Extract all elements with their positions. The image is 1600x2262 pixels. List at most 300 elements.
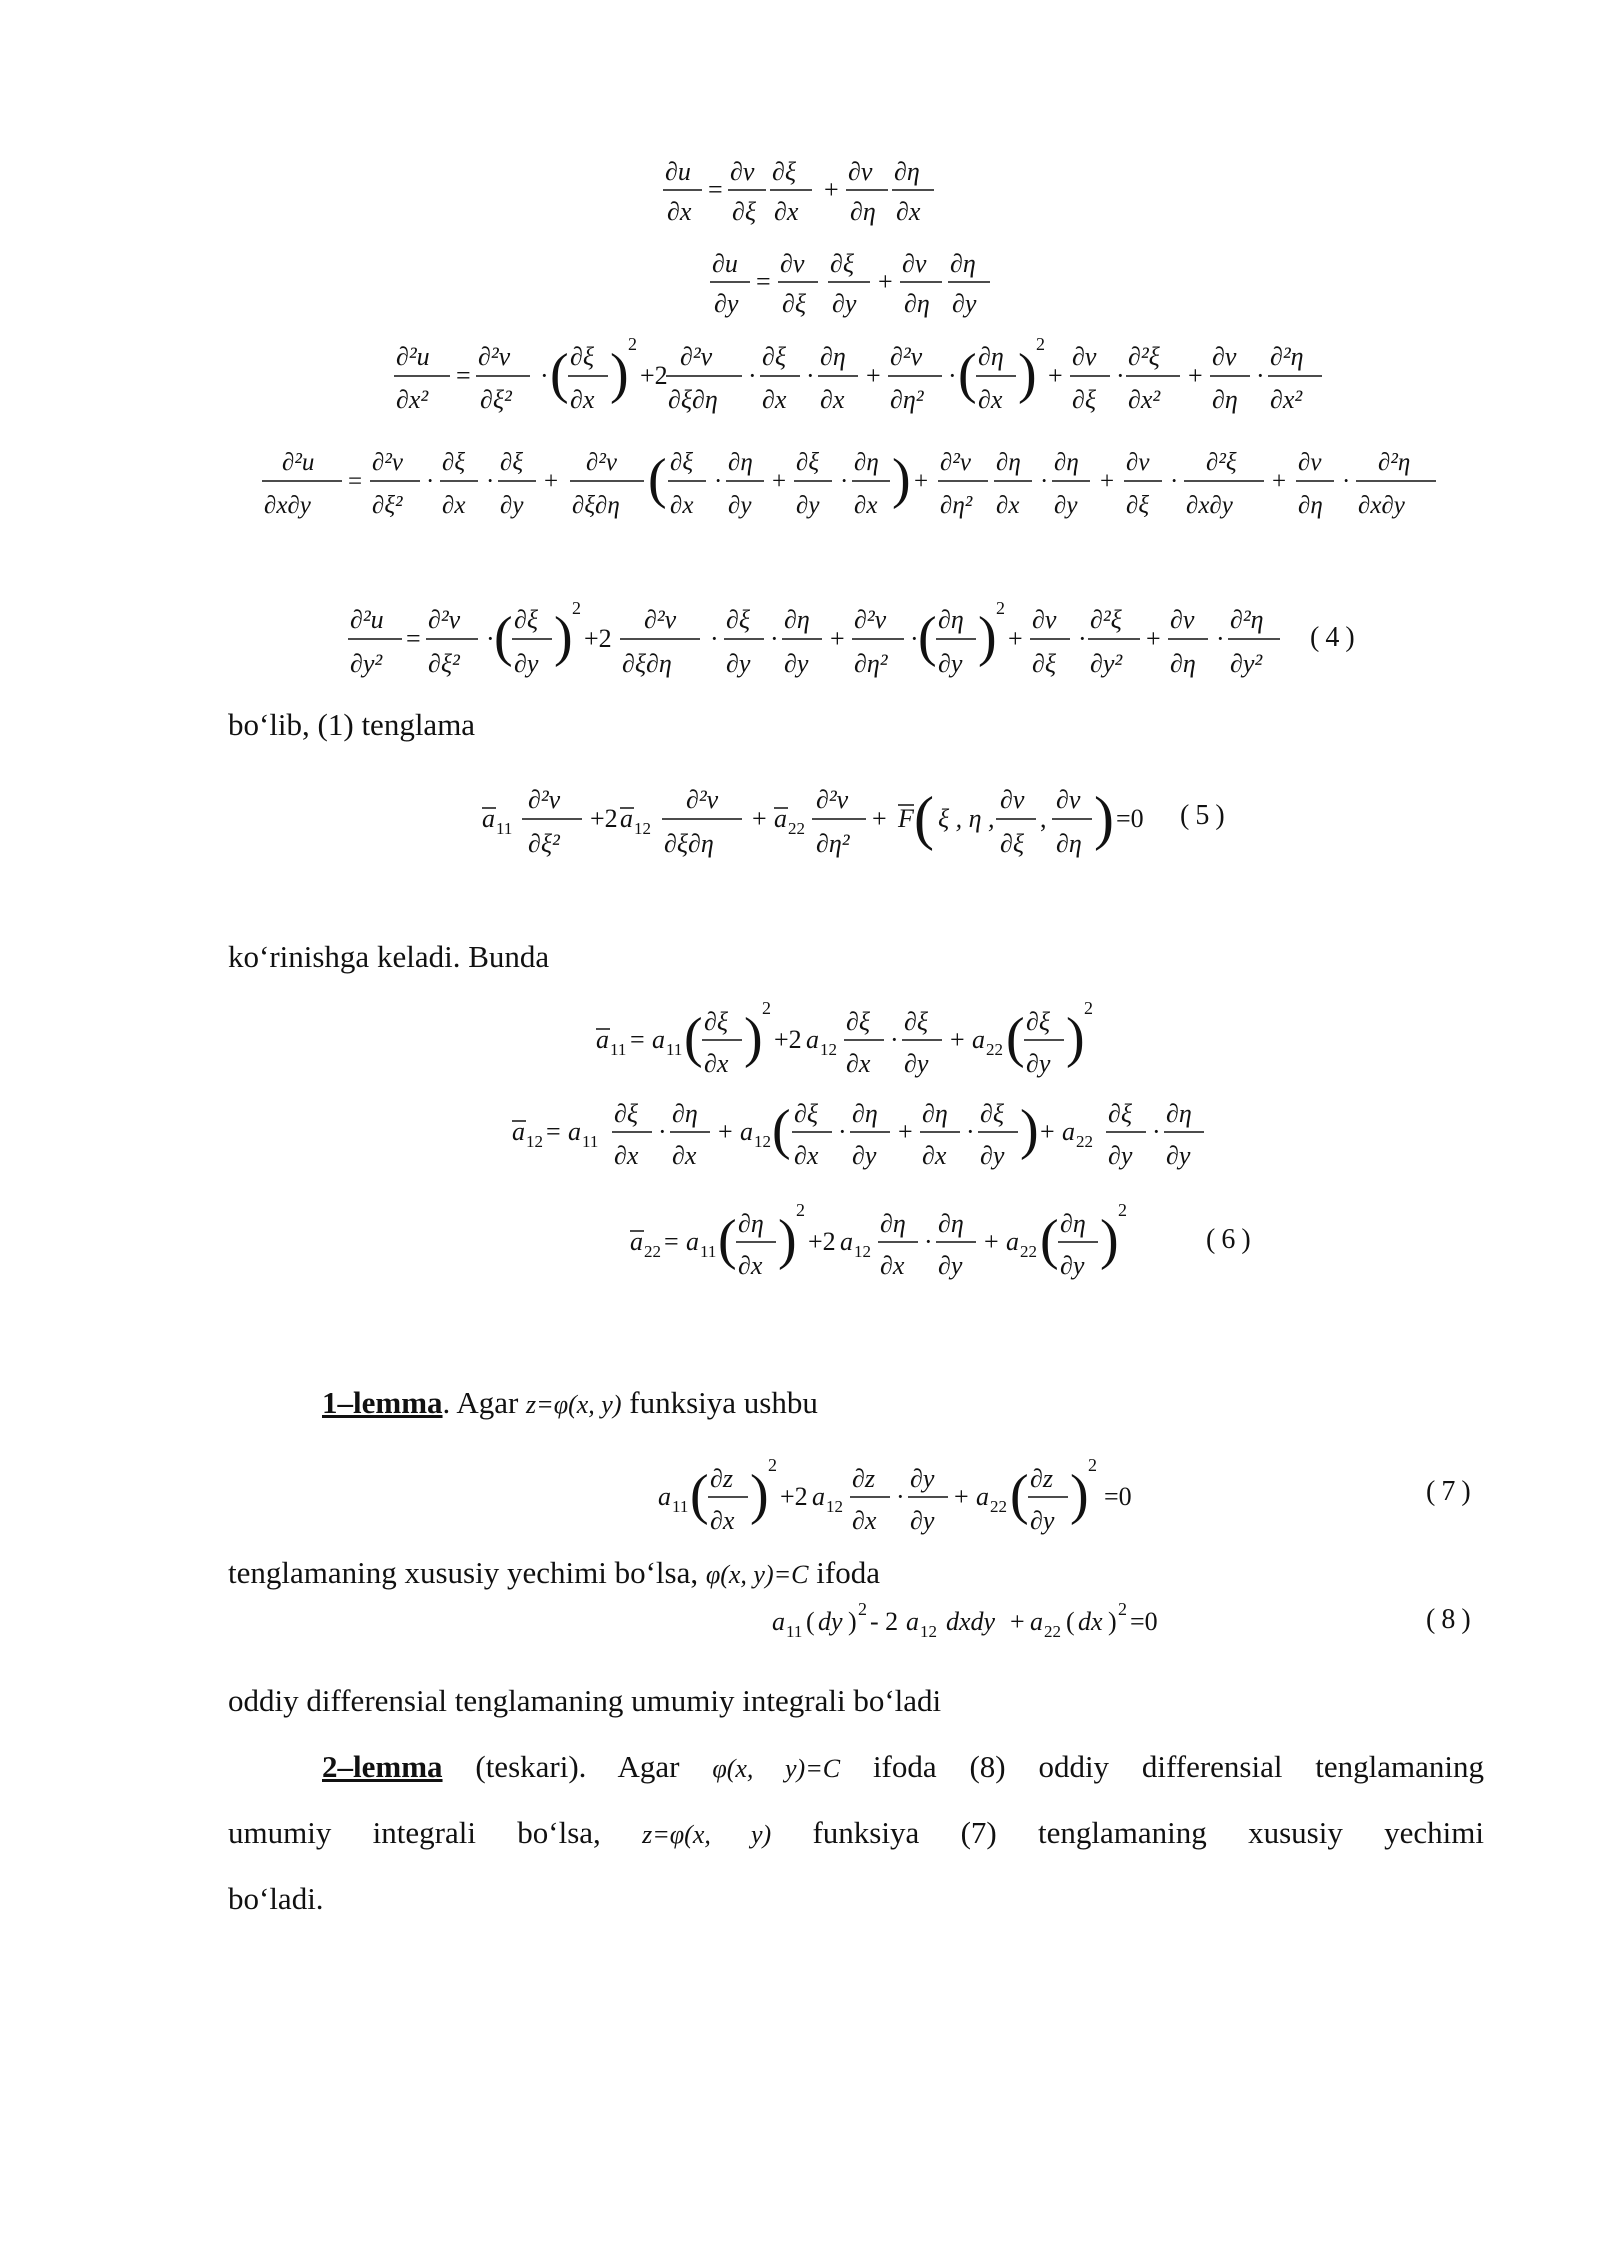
svg-text:∂η: ∂η [1170, 649, 1196, 678]
svg-text:12: 12 [920, 1622, 937, 1641]
svg-text:+: + [718, 1117, 733, 1146]
svg-text:+2: +2 [808, 1227, 836, 1256]
svg-text:∂ξ∂η: ∂ξ∂η [572, 492, 620, 519]
inline-formula: φ(x, y)=C [712, 1754, 841, 1783]
svg-text:∂y: ∂y [1026, 1049, 1051, 1078]
svg-text:∂η: ∂η [894, 157, 920, 186]
svg-text:∂η: ∂η [784, 605, 810, 634]
svg-text:F: F [898, 804, 914, 833]
svg-text:∂x: ∂x [922, 1141, 947, 1170]
svg-text:(: ( [684, 1007, 703, 1069]
svg-text:∂ξ: ∂ξ [772, 157, 796, 186]
svg-text:∂x∂y: ∂x∂y [1186, 492, 1233, 519]
svg-text:∂η: ∂η [820, 342, 846, 371]
svg-text:- 2: - 2 [870, 1607, 899, 1636]
inline-formula: z=φ(x, y) [526, 1390, 622, 1419]
svg-text:a: a [652, 1025, 665, 1054]
svg-text:∂v: ∂v [1298, 449, 1322, 476]
svg-text:∂v: ∂v [780, 249, 805, 278]
svg-text:∂η: ∂η [672, 1099, 698, 1128]
svg-text:∂y: ∂y [728, 492, 752, 519]
svg-text:a: a [840, 1227, 853, 1256]
svg-text:∂x: ∂x [672, 1141, 697, 1170]
svg-text:·: · [910, 624, 919, 653]
svg-text:): ) [554, 606, 573, 668]
svg-text:a: a [512, 1117, 525, 1146]
svg-text:·: · [1342, 468, 1351, 495]
svg-text:2: 2 [1088, 1455, 1097, 1475]
svg-text:22: 22 [644, 1242, 661, 1261]
svg-text:∂y: ∂y [832, 289, 857, 318]
svg-text:+: + [878, 267, 893, 296]
svg-text:∂²v: ∂²v [528, 785, 561, 814]
svg-text:dx: dx [1078, 1607, 1103, 1636]
svg-text:∂η: ∂η [950, 249, 976, 278]
svg-text:∂x∂y: ∂x∂y [264, 492, 311, 519]
svg-text:22: 22 [788, 819, 805, 838]
svg-text:dy: dy [818, 1607, 843, 1636]
svg-text:2: 2 [628, 334, 637, 354]
svg-text:2: 2 [996, 598, 1005, 618]
svg-text:): ) [1070, 1464, 1089, 1526]
equation-number-6: (6) [1206, 1224, 1257, 1255]
svg-text:·: · [1152, 1117, 1161, 1146]
svg-text:+2: +2 [584, 624, 612, 653]
svg-text:(: ( [1010, 1464, 1029, 1526]
svg-text:+: + [872, 804, 887, 833]
svg-text:∂x: ∂x [710, 1506, 735, 1535]
svg-text:·: · [658, 1117, 667, 1146]
formula-a11-bar [596, 998, 1093, 1078]
svg-text:∂ξ: ∂ξ [570, 342, 594, 371]
paragraph-text: umumiy integrali bo‘lsa, [228, 1815, 601, 1850]
svg-text:∂x: ∂x [670, 492, 694, 519]
svg-text:∂²v: ∂²v [586, 449, 617, 476]
paragraph-text: ko‘rinishga keladi. Bunda [228, 939, 550, 974]
svg-text:a: a [906, 1607, 919, 1636]
lemma-2-line [322, 1747, 1484, 1789]
svg-text:∂η: ∂η [738, 1209, 764, 1238]
svg-text:∂y: ∂y [796, 492, 820, 519]
equation-number-4: (4) [1310, 622, 1361, 653]
formula-eq7 [658, 1455, 1132, 1535]
svg-text:∂x: ∂x [774, 197, 799, 226]
svg-text:a: a [740, 1117, 753, 1146]
svg-text:): ) [744, 1007, 763, 1069]
svg-text:∂x: ∂x [854, 492, 878, 519]
svg-text:11: 11 [672, 1497, 689, 1516]
svg-text:11: 11 [786, 1622, 803, 1641]
svg-text:a: a [658, 1482, 671, 1511]
svg-text:2: 2 [572, 598, 581, 618]
svg-text:11: 11 [700, 1242, 717, 1261]
inline-formula: z=φ(x, y) [642, 1820, 772, 1849]
svg-text:12: 12 [634, 819, 651, 838]
svg-text:+: + [824, 175, 839, 204]
svg-text:∂x: ∂x [978, 385, 1003, 414]
svg-text:a: a [972, 1025, 985, 1054]
lemma-1-title: 1–lemma [322, 1385, 443, 1420]
svg-text:): ) [892, 448, 911, 510]
svg-text:∂v: ∂v [902, 249, 927, 278]
svg-text:∂x∂y: ∂x∂y [1358, 492, 1405, 519]
svg-text:∂η: ∂η [904, 289, 930, 318]
svg-text:∂ξ: ∂ξ [980, 1099, 1004, 1128]
formula-du-dy [710, 249, 990, 318]
svg-text:∂²v: ∂²v [816, 785, 849, 814]
lemma-1-text: funksiya ushbu [629, 1385, 818, 1420]
paragraph-line [228, 1813, 1484, 1855]
svg-text:∂η: ∂η [1060, 1209, 1086, 1238]
svg-text:∂η: ∂η [1054, 449, 1079, 476]
svg-text:+: + [1146, 624, 1161, 653]
svg-text:+: + [772, 468, 787, 495]
svg-text:∂x: ∂x [570, 385, 595, 414]
svg-text:∂v: ∂v [1126, 449, 1150, 476]
svg-text:·: · [710, 624, 719, 653]
svg-text:∂ξ∂η: ∂ξ∂η [668, 385, 718, 414]
svg-text:(: ( [690, 1464, 709, 1526]
svg-text:11: 11 [582, 1132, 599, 1151]
svg-text:∂ξ: ∂ξ [762, 342, 786, 371]
svg-text:a: a [686, 1227, 699, 1256]
svg-text:=: = [456, 361, 471, 390]
svg-text:∂x: ∂x [852, 1506, 877, 1535]
svg-text:·: · [1116, 361, 1125, 390]
svg-text:∂²v: ∂²v [478, 342, 511, 371]
svg-text:∂ξ: ∂ξ [500, 449, 524, 476]
svg-text:∂z: ∂z [852, 1464, 875, 1493]
lemma-2-title: 2–lemma [322, 1749, 443, 1784]
svg-text:·: · [966, 1117, 975, 1146]
svg-text:∂ξ: ∂ξ [726, 605, 750, 634]
svg-text:+2: +2 [590, 804, 618, 833]
svg-text:=: = [664, 1227, 679, 1256]
svg-text:∂u: ∂u [712, 249, 738, 278]
svg-text:): ) [1108, 1607, 1117, 1636]
svg-text:∂z: ∂z [710, 1464, 733, 1493]
svg-text:(: ( [718, 1209, 737, 1271]
svg-text:∂x: ∂x [896, 197, 921, 226]
svg-text:∂²ξ: ∂²ξ [1090, 605, 1122, 634]
svg-text:a: a [1030, 1607, 1043, 1636]
svg-text:∂y: ∂y [784, 649, 809, 678]
svg-text:=0: =0 [1116, 804, 1144, 833]
svg-text:∂x: ∂x [667, 197, 692, 226]
svg-text:+: + [984, 1227, 999, 1256]
svg-text:22: 22 [986, 1040, 1003, 1059]
svg-text:·: · [1040, 468, 1049, 495]
svg-text:·: · [1170, 468, 1179, 495]
svg-text:·: · [714, 468, 723, 495]
svg-text:∂ξ: ∂ξ [846, 1007, 870, 1036]
lemma-1-text: . Agar [442, 1385, 519, 1420]
svg-text:∂v: ∂v [848, 157, 873, 186]
svg-text:): ) [1020, 1099, 1039, 1161]
svg-text:∂y: ∂y [952, 289, 977, 318]
svg-text:∂y: ∂y [852, 1141, 877, 1170]
svg-text:∂η: ∂η [996, 449, 1021, 476]
svg-text:∂y: ∂y [938, 649, 963, 678]
svg-text:∂η: ∂η [938, 605, 964, 634]
svg-text:∂ξ: ∂ξ [704, 1007, 728, 1036]
svg-text:12: 12 [826, 1497, 843, 1516]
svg-text:∂x: ∂x [820, 385, 845, 414]
svg-text:·: · [1216, 624, 1225, 653]
svg-text:∂η²: ∂η² [890, 385, 924, 414]
svg-text:22: 22 [1020, 1242, 1037, 1261]
lemma-1-paragraph [322, 1383, 818, 1425]
svg-text:∂²v: ∂²v [686, 785, 719, 814]
svg-text:(: ( [806, 1607, 815, 1636]
svg-text:∂²u: ∂²u [350, 605, 384, 634]
lemma-2-paragraph [322, 1747, 1484, 1789]
svg-text:+: + [898, 1117, 913, 1146]
svg-text:∂y: ∂y [904, 1049, 929, 1078]
svg-text:): ) [778, 1209, 797, 1271]
svg-text:(: ( [914, 785, 934, 851]
svg-text:2: 2 [796, 1200, 805, 1220]
formula-eq8 [772, 1599, 1158, 1641]
svg-text:22: 22 [990, 1497, 1007, 1516]
formula-d2u-dxdy [262, 448, 1436, 519]
svg-text:a: a [812, 1482, 825, 1511]
paragraph-text: funksiya (7) tenglamaning xususiy yechimi [812, 1815, 1485, 1850]
svg-text:12: 12 [854, 1242, 871, 1261]
svg-text:(: ( [494, 606, 513, 668]
svg-text:+: + [1010, 1607, 1025, 1636]
equation-number-5: (5) [1180, 800, 1231, 831]
svg-text:∂η: ∂η [1298, 492, 1323, 519]
svg-text:+2: +2 [640, 361, 668, 390]
svg-text:∂x: ∂x [738, 1251, 763, 1280]
svg-text:∂ξ∂η: ∂ξ∂η [622, 649, 672, 678]
svg-text:·: · [426, 468, 435, 495]
paragraph-text: tenglamaning xususiy yechimi bo‘lsa, [228, 1555, 699, 1590]
svg-text:∂η: ∂η [1166, 1099, 1192, 1128]
svg-text:22: 22 [1076, 1132, 1093, 1151]
svg-text:·: · [486, 468, 495, 495]
lemma-2-text: (teskari). Agar [475, 1749, 680, 1784]
svg-text:·: · [840, 468, 849, 495]
svg-text:∂ξ: ∂ξ [732, 197, 756, 226]
svg-text:=: = [546, 1117, 561, 1146]
svg-text:∂²v: ∂²v [644, 605, 677, 634]
svg-text:∂y: ∂y [1166, 1141, 1191, 1170]
svg-text:∂η: ∂η [880, 1209, 906, 1238]
svg-text:·: · [748, 361, 757, 390]
svg-text:a: a [806, 1025, 819, 1054]
svg-text:): ) [1066, 1007, 1085, 1069]
svg-text:11: 11 [496, 819, 513, 838]
svg-text:+: + [1100, 468, 1115, 495]
svg-text:∂v: ∂v [1000, 785, 1025, 814]
svg-text:): ) [848, 1607, 857, 1636]
svg-text:∂ξ: ∂ξ [1072, 385, 1096, 414]
svg-text:∂ξ: ∂ξ [1000, 829, 1024, 858]
svg-text:=0: =0 [1130, 1607, 1158, 1636]
svg-text:=: = [630, 1025, 645, 1054]
svg-text:·: · [948, 361, 957, 390]
svg-text:∂ξ²: ∂ξ² [372, 492, 403, 519]
svg-text:∂y: ∂y [938, 1251, 963, 1280]
svg-text:∂η: ∂η [1056, 829, 1082, 858]
svg-text:=: = [708, 175, 723, 204]
svg-text:): ) [1100, 1209, 1119, 1271]
svg-text:a: a [596, 1025, 609, 1054]
svg-text:∂η: ∂η [854, 449, 879, 476]
svg-text:,: , [1040, 804, 1047, 833]
svg-text:2: 2 [762, 998, 771, 1018]
svg-text:∂ξ²: ∂ξ² [428, 649, 460, 678]
svg-text:): ) [1094, 785, 1114, 851]
svg-text:∂y: ∂y [1060, 1251, 1085, 1280]
svg-text:2: 2 [1118, 1599, 1127, 1619]
svg-text:∂η: ∂η [850, 197, 876, 226]
lemma-2-text: ifoda (8) oddiy differensial tenglamaning [872, 1749, 1485, 1784]
formula-d2u-dy2 [348, 598, 1280, 678]
svg-text:∂v: ∂v [1170, 605, 1195, 634]
svg-text:∂²v: ∂²v [940, 449, 971, 476]
svg-text:a: a [630, 1227, 643, 1256]
paragraph-text: bo‘lib, (1) tenglama [228, 707, 476, 742]
svg-text:∂y: ∂y [980, 1141, 1005, 1170]
justified-line [228, 1813, 1484, 1855]
svg-text:ξ , η ,: ξ , η , [938, 804, 995, 833]
svg-text:2: 2 [858, 1599, 867, 1619]
svg-text:∂²u: ∂²u [282, 449, 315, 476]
svg-text:a: a [1006, 1227, 1019, 1256]
svg-text:∂x: ∂x [442, 492, 466, 519]
svg-text:∂ξ: ∂ξ [442, 449, 466, 476]
svg-text:2: 2 [1118, 1200, 1127, 1220]
svg-text:∂η²: ∂η² [940, 492, 973, 519]
svg-text:∂ξ∂η: ∂ξ∂η [664, 829, 714, 858]
svg-text:∂η²: ∂η² [854, 649, 888, 678]
svg-text:∂η: ∂η [922, 1099, 948, 1128]
svg-text:∂ξ: ∂ξ [796, 449, 820, 476]
formula-a22-bar [630, 1200, 1127, 1280]
formula-d2u-dx2 [394, 334, 1322, 414]
svg-text:): ) [1018, 343, 1037, 405]
svg-text:a: a [482, 804, 495, 833]
svg-text:∂y: ∂y [714, 289, 739, 318]
svg-text:∂²ξ: ∂²ξ [1206, 449, 1237, 476]
svg-text:∂ξ: ∂ξ [782, 289, 806, 318]
formula-a12-bar [512, 1099, 1204, 1170]
svg-text:∂ξ: ∂ξ [1108, 1099, 1132, 1128]
paragraph-text: ifoda [816, 1555, 880, 1590]
svg-text:∂y: ∂y [726, 649, 751, 678]
svg-text:(: ( [1066, 1607, 1075, 1636]
paragraph-line [228, 1553, 880, 1595]
svg-text:∂ξ²: ∂ξ² [528, 829, 560, 858]
svg-text:·: · [1078, 624, 1087, 653]
svg-text:=: = [756, 267, 771, 296]
svg-text:∂x: ∂x [846, 1049, 871, 1078]
svg-text:∂y²: ∂y² [1090, 649, 1123, 678]
svg-text:∂x: ∂x [614, 1141, 639, 1170]
svg-text:∂x: ∂x [794, 1141, 819, 1170]
svg-text:∂η: ∂η [728, 449, 753, 476]
svg-text:=: = [348, 468, 363, 495]
svg-text:+: + [544, 468, 559, 495]
svg-text:∂²ξ: ∂²ξ [1128, 342, 1160, 371]
svg-text:a: a [568, 1117, 581, 1146]
svg-text:a: a [1062, 1117, 1075, 1146]
svg-text:∂x²: ∂x² [1270, 385, 1303, 414]
formula-du-dx [663, 157, 934, 226]
svg-text:∂ξ: ∂ξ [1026, 1007, 1050, 1036]
svg-text:2: 2 [1036, 334, 1045, 354]
svg-text:∂v: ∂v [1072, 342, 1097, 371]
svg-text:·: · [890, 1025, 899, 1054]
svg-text:(: ( [918, 606, 937, 668]
svg-text:∂²η: ∂²η [1270, 342, 1304, 371]
svg-text:+: + [1040, 1117, 1055, 1146]
svg-text:∂ξ: ∂ξ [830, 249, 854, 278]
svg-text:12: 12 [754, 1132, 771, 1151]
svg-text:·: · [838, 1117, 847, 1146]
svg-text:∂ξ: ∂ξ [1126, 492, 1150, 519]
svg-text:∂x²: ∂x² [396, 385, 429, 414]
svg-text:·: · [806, 361, 815, 390]
svg-text:∂η²: ∂η² [816, 829, 850, 858]
svg-text:∂y: ∂y [1030, 1506, 1055, 1535]
svg-text:∂y: ∂y [1108, 1141, 1133, 1170]
paragraph-text: bo‘ladi. [228, 1881, 324, 1916]
svg-text:∂η: ∂η [852, 1099, 878, 1128]
svg-text:·: · [1256, 361, 1265, 390]
svg-text:∂η: ∂η [1212, 385, 1238, 414]
svg-text:∂²v: ∂²v [680, 342, 713, 371]
svg-text:=0: =0 [1104, 1482, 1132, 1511]
svg-text:∂²v: ∂²v [854, 605, 887, 634]
equation-number-8: (8) [1426, 1604, 1477, 1635]
svg-text:11: 11 [666, 1040, 683, 1059]
svg-text:∂x²: ∂x² [1128, 385, 1161, 414]
svg-text:(: ( [958, 343, 977, 405]
svg-text:+: + [954, 1482, 969, 1511]
svg-text:a: a [620, 804, 633, 833]
svg-text:12: 12 [820, 1040, 837, 1059]
svg-text:12: 12 [526, 1132, 543, 1151]
svg-text:+: + [1272, 468, 1287, 495]
svg-text:+: + [1008, 624, 1023, 653]
svg-text:a: a [772, 1607, 785, 1636]
svg-text:∂y: ∂y [910, 1506, 935, 1535]
svg-text:): ) [750, 1464, 769, 1526]
svg-text:∂y²: ∂y² [350, 649, 383, 678]
svg-text:∂u: ∂u [665, 157, 691, 186]
svg-text:∂x: ∂x [880, 1251, 905, 1280]
svg-text:dxdy: dxdy [946, 1607, 996, 1636]
svg-text:·: · [486, 624, 495, 653]
paragraph-text: oddiy differensial tenglamaning umumiy integrali bo‘ladi [228, 1683, 942, 1718]
svg-text:(: ( [1006, 1007, 1025, 1069]
svg-text:a: a [774, 804, 787, 833]
svg-text:·: · [540, 361, 549, 390]
svg-text:): ) [610, 343, 629, 405]
svg-text:∂ξ: ∂ξ [514, 605, 538, 634]
svg-text:∂z: ∂z [1030, 1464, 1053, 1493]
formula-eq5 [482, 785, 1144, 858]
svg-text:(: ( [648, 448, 667, 510]
svg-text:∂v: ∂v [1032, 605, 1057, 634]
svg-text:∂y: ∂y [514, 649, 539, 678]
svg-text:·: · [770, 624, 779, 653]
svg-text:(: ( [1040, 1209, 1059, 1271]
